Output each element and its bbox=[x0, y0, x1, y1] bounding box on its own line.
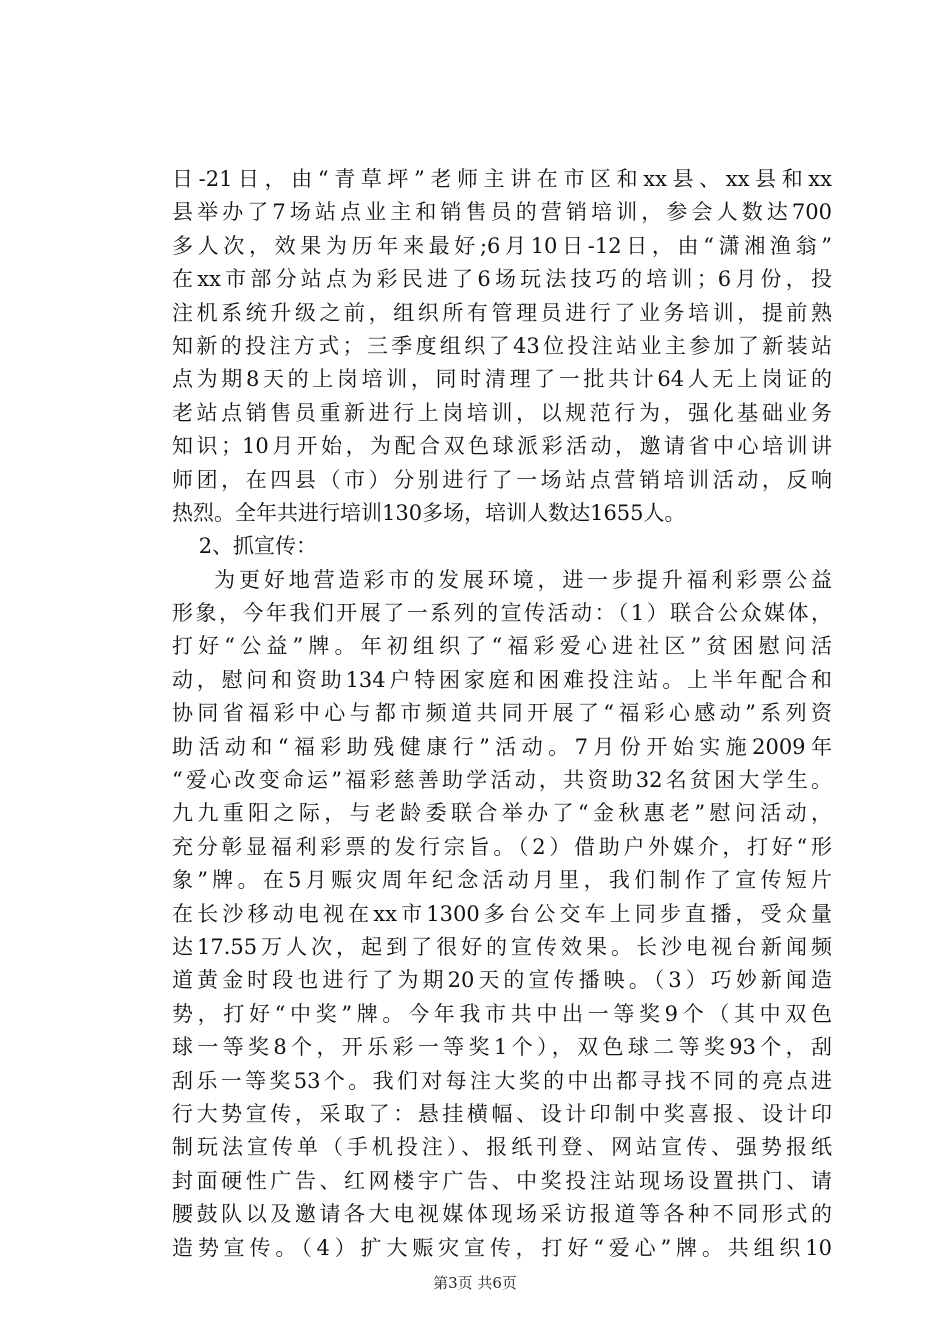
text-line: 注机系统升级之前，组织所有管理员进行了业务培训，提前熟 bbox=[172, 300, 832, 325]
text-line: 县举办了7场站点业主和销售员的营销培训，参会人数达700 bbox=[172, 200, 832, 225]
text-line: 师团，在四县（市）分别进行了一场站点营销培训活动，反响 bbox=[172, 467, 832, 492]
text-line: 刮乐一等奖53个。我们对每注大奖的中出都寻找不同的亮点进 bbox=[172, 1068, 832, 1093]
text-line: 知新的投注方式；三季度组织了43位投注站业主参加了新装站 bbox=[172, 333, 832, 358]
text-line: 形象，今年我们开展了一系列的宣传活动：（1）联合公众媒体， bbox=[172, 601, 832, 626]
text-line: 九九重阳之际，与老龄委联合举办了“金秋惠老”慰问活动， bbox=[172, 801, 832, 826]
text-line: 象”牌。在5月赈灾周年纪念活动月里，我们制作了宣传短片 bbox=[172, 868, 832, 893]
body-text bbox=[172, 163, 832, 1265]
text-line: 达17.55万人次，起到了很好的宣传效果。长沙电视台新闻频 bbox=[172, 934, 832, 959]
text-line: 充分彰显福利彩票的发行宗旨。（2）借助户外媒介，打好“形 bbox=[172, 834, 832, 859]
text-line: “爱心改变命运”福彩慈善助学活动，共资助32名贫困大学生。 bbox=[172, 768, 832, 793]
text-line: 在xx市部分站点为彩民进了6场玩法技巧的培训；6月份，投 bbox=[172, 267, 832, 292]
text-line: 道黄金时段也进行了为期20天的宣传播映。（3）巧妙新闻造 bbox=[172, 968, 832, 993]
text-line: 在长沙移动电视在xx市1300多台公交车上同步直播，受众量 bbox=[172, 901, 832, 926]
text-line: 协同省福彩中心与都市频道共同开展了“福彩心感动”系列资 bbox=[172, 701, 832, 726]
text-line: 腰鼓队以及邀请各大电视媒体现场采访报道等各种不同形式的 bbox=[172, 1202, 832, 1227]
text-line: 制玩法宣传单（手机投注）、报纸刊登、网站宣传、强势报纸 bbox=[172, 1135, 832, 1160]
text-line: 球一等奖8个，开乐彩一等奖1个），双色球二等奖93个，刮 bbox=[172, 1035, 832, 1060]
text-line: 打好“公益”牌。年初组织了“福彩爱心进社区”贫困慰问活 bbox=[172, 634, 832, 659]
text-line: 动，慰问和资助134户特困家庭和困难投注站。上半年配合和 bbox=[172, 667, 832, 692]
text-line: 老站点销售员重新进行上岗培训，以规范行为，强化基础业务 bbox=[172, 400, 832, 425]
text-line: 造势宣传。（4）扩大赈灾宣传，打好“爱心”牌。共组织10 bbox=[172, 1235, 832, 1260]
text-line: 知识；10月开始，为配合双色球派彩活动，邀请省中心培训讲 bbox=[172, 434, 832, 459]
text-line: 多人次，效果为历年来最好;6月10日-12日，由“潇湘渔翁” bbox=[172, 233, 832, 258]
text-line: 助活动和“福彩助残健康行”活动。7月份开始实施2009年 bbox=[172, 734, 832, 759]
text-line: 行大势宣传，采取了：悬挂横幅、设计印制中奖喜报、设计印 bbox=[172, 1101, 832, 1126]
text-line: 势，打好“中奖”牌。今年我市共中出一等奖9个（其中双色 bbox=[172, 1001, 832, 1026]
text-line: 日-21日，由“青草坪”老师主讲在市区和xx县、xx县和xx bbox=[172, 167, 832, 191]
text-line: 封面硬性广告、红网楼宇广告、中奖投注站现场设置拱门、请 bbox=[172, 1168, 832, 1193]
text-line: 2、抓宣传： bbox=[172, 534, 318, 559]
text-line: 为更好地营造彩市的发展环境，进一步提升福利彩票公益 bbox=[172, 567, 832, 592]
page-footer: 第3页 共6页 bbox=[433, 1274, 517, 1292]
text-line: 点为期8天的上岗培训，同时清理了一批共计64人无上岗证的 bbox=[172, 367, 832, 392]
text-line: 热烈。全年共进行培训130多场，培训人数达1655人。 bbox=[172, 500, 686, 525]
